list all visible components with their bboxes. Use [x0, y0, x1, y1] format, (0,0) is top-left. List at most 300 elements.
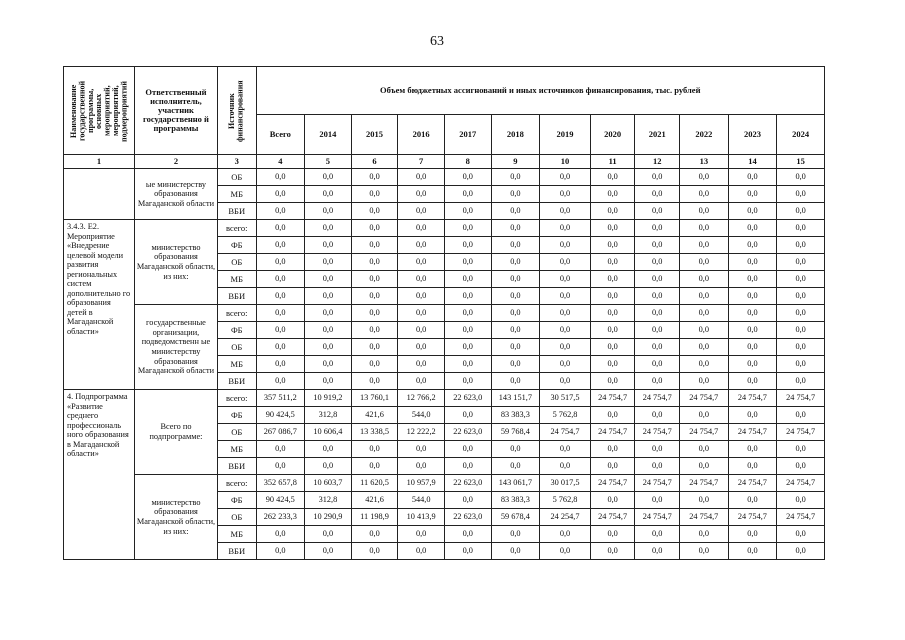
value-cell: 0,0 [491, 356, 540, 373]
header-year: 2023 [728, 115, 777, 155]
value-cell: 22 623,0 [444, 390, 491, 407]
value-cell: 0,0 [351, 271, 398, 288]
value-cell: 0,0 [540, 322, 591, 339]
value-cell: 0,0 [491, 526, 540, 543]
value-cell: 0,0 [256, 543, 305, 560]
table-row [64, 220, 825, 237]
value-cell: 0,0 [305, 203, 352, 220]
value-cell: 0,0 [590, 237, 635, 254]
value-cell: 0,0 [444, 492, 491, 509]
value-cell: 0,0 [777, 407, 825, 424]
value-cell: 0,0 [590, 322, 635, 339]
value-cell: 0,0 [491, 543, 540, 560]
value-cell: 0,0 [305, 526, 352, 543]
value-cell: 0,0 [777, 169, 825, 186]
value-cell: 0,0 [256, 458, 305, 475]
value-cell: 0,0 [635, 186, 680, 203]
header-source [218, 67, 257, 155]
value-cell: 0,0 [305, 169, 352, 186]
column-number: 4 [256, 155, 305, 169]
program-cell [64, 169, 135, 220]
value-cell: 0,0 [680, 441, 729, 458]
value-cell: 0,0 [256, 220, 305, 237]
value-cell: 0,0 [256, 254, 305, 271]
value-cell: 0,0 [590, 271, 635, 288]
value-cell: 0,0 [351, 169, 398, 186]
value-cell: 0,0 [635, 271, 680, 288]
value-cell: 83 383,3 [491, 492, 540, 509]
value-cell: 24 754,7 [728, 390, 777, 407]
value-cell: 0,0 [540, 186, 591, 203]
value-cell: 0,0 [635, 305, 680, 322]
value-cell: 0,0 [398, 288, 445, 305]
value-cell: 544,0 [398, 492, 445, 509]
value-cell: 10 603,7 [305, 475, 352, 492]
source-cell: ОБ [218, 339, 257, 356]
value-cell: 0,0 [777, 186, 825, 203]
value-cell: 5 762,8 [540, 492, 591, 509]
value-cell: 0,0 [540, 237, 591, 254]
source-cell: МБ [218, 186, 257, 203]
value-cell: 83 383,3 [491, 407, 540, 424]
value-cell: 24 754,7 [680, 509, 729, 526]
value-cell: 0,0 [540, 254, 591, 271]
value-cell: 0,0 [635, 492, 680, 509]
value-cell: 24 754,7 [777, 475, 825, 492]
value-cell: 24 754,7 [635, 509, 680, 526]
value-cell: 13 338,5 [351, 424, 398, 441]
value-cell: 0,0 [305, 458, 352, 475]
source-cell: МБ [218, 271, 257, 288]
value-cell: 10 290,9 [305, 509, 352, 526]
value-cell: 22 623,0 [444, 424, 491, 441]
value-cell: 0,0 [398, 254, 445, 271]
value-cell: 0,0 [398, 373, 445, 390]
value-cell: 30 017,5 [540, 475, 591, 492]
value-cell: 267 086,7 [256, 424, 305, 441]
source-cell: МБ [218, 526, 257, 543]
value-cell: 0,0 [398, 203, 445, 220]
value-cell: 0,0 [491, 322, 540, 339]
value-cell: 0,0 [680, 526, 729, 543]
value-cell: 0,0 [728, 339, 777, 356]
value-cell: 0,0 [728, 254, 777, 271]
value-cell: 90 424,5 [256, 407, 305, 424]
value-cell: 0,0 [444, 254, 491, 271]
value-cell: 22 623,0 [444, 475, 491, 492]
value-cell: 0,0 [680, 356, 729, 373]
value-cell: 0,0 [256, 169, 305, 186]
value-cell: 24 754,7 [728, 509, 777, 526]
value-cell: 0,0 [777, 492, 825, 509]
executor-cell: министерство образования Магаданской области, из них: [134, 220, 217, 305]
value-cell: 0,0 [256, 322, 305, 339]
source-cell: ВБИ [218, 543, 257, 560]
value-cell: 24 754,7 [635, 390, 680, 407]
value-cell: 0,0 [398, 526, 445, 543]
page-number: 63 [430, 34, 444, 49]
value-cell: 0,0 [351, 526, 398, 543]
value-cell: 24 754,7 [680, 424, 729, 441]
value-cell: 0,0 [305, 322, 352, 339]
value-cell: 24 754,7 [777, 509, 825, 526]
value-cell: 0,0 [728, 458, 777, 475]
value-cell: 0,0 [728, 373, 777, 390]
value-cell: 0,0 [590, 203, 635, 220]
executor-cell: ые министерству образования Магаданской области [134, 169, 217, 220]
value-cell: 0,0 [491, 305, 540, 322]
value-cell: 24 754,7 [680, 390, 729, 407]
value-cell: 0,0 [305, 186, 352, 203]
value-cell: 0,0 [635, 339, 680, 356]
value-cell: 0,0 [728, 271, 777, 288]
value-cell: 10 606,4 [305, 424, 352, 441]
value-cell: 421,6 [351, 407, 398, 424]
value-cell: 0,0 [351, 543, 398, 560]
value-cell: 0,0 [540, 288, 591, 305]
value-cell: 0,0 [635, 526, 680, 543]
budget-table [63, 66, 825, 560]
value-cell: 0,0 [351, 322, 398, 339]
value-cell: 262 233,3 [256, 509, 305, 526]
value-cell: 0,0 [444, 237, 491, 254]
value-cell: 24 754,7 [777, 390, 825, 407]
value-cell: 0,0 [590, 186, 635, 203]
value-cell: 0,0 [444, 169, 491, 186]
value-cell: 0,0 [777, 543, 825, 560]
value-cell: 0,0 [635, 407, 680, 424]
value-cell: 0,0 [540, 356, 591, 373]
value-cell: 0,0 [305, 339, 352, 356]
value-cell: 0,0 [491, 288, 540, 305]
value-cell: 0,0 [398, 356, 445, 373]
value-cell: 0,0 [351, 441, 398, 458]
value-cell: 0,0 [777, 322, 825, 339]
value-cell: 30 517,5 [540, 390, 591, 407]
value-cell: 0,0 [635, 288, 680, 305]
value-cell: 0,0 [590, 356, 635, 373]
source-cell: всего: [218, 475, 257, 492]
source-cell: ВБИ [218, 203, 257, 220]
executor-cell: Всего по подпрограмме: [134, 390, 217, 475]
value-cell: 0,0 [777, 305, 825, 322]
value-cell: 24 754,7 [590, 509, 635, 526]
value-cell: 0,0 [777, 339, 825, 356]
value-cell: 0,0 [777, 220, 825, 237]
source-cell: всего: [218, 305, 257, 322]
value-cell: 0,0 [491, 169, 540, 186]
column-number: 1 [64, 155, 135, 169]
value-cell: 0,0 [635, 169, 680, 186]
value-cell: 0,0 [444, 220, 491, 237]
value-cell: 0,0 [590, 441, 635, 458]
header-program-text: Наименование государственной программы, основных мероприятий, мероприятий, подмероприятий [68, 79, 128, 142]
value-cell: 0,0 [256, 339, 305, 356]
value-cell: 0,0 [256, 356, 305, 373]
value-cell: 24 754,7 [590, 424, 635, 441]
source-cell: ВБИ [218, 458, 257, 475]
value-cell: 0,0 [590, 526, 635, 543]
value-cell: 0,0 [728, 237, 777, 254]
value-cell: 0,0 [728, 322, 777, 339]
value-cell: 0,0 [635, 458, 680, 475]
value-cell: 0,0 [444, 526, 491, 543]
value-cell: 0,0 [777, 254, 825, 271]
column-number: 7 [398, 155, 445, 169]
value-cell: 0,0 [398, 271, 445, 288]
value-cell: 0,0 [256, 305, 305, 322]
value-cell: 0,0 [680, 254, 729, 271]
value-cell: 0,0 [444, 373, 491, 390]
value-cell: 0,0 [590, 543, 635, 560]
header-year: 2018 [491, 115, 540, 155]
value-cell: 24 754,7 [540, 424, 591, 441]
value-cell: 11 620,5 [351, 475, 398, 492]
value-cell: 0,0 [680, 305, 729, 322]
value-cell: 24 754,7 [777, 424, 825, 441]
value-cell: 24 754,7 [635, 475, 680, 492]
source-cell: ФБ [218, 322, 257, 339]
value-cell: 0,0 [728, 492, 777, 509]
source-cell: ФБ [218, 492, 257, 509]
value-cell: 352 657,8 [256, 475, 305, 492]
value-cell: 0,0 [444, 203, 491, 220]
source-cell: всего: [218, 390, 257, 407]
value-cell: 0,0 [444, 186, 491, 203]
source-cell: ОБ [218, 254, 257, 271]
value-cell: 0,0 [635, 356, 680, 373]
value-cell: 0,0 [444, 271, 491, 288]
value-cell: 0,0 [305, 271, 352, 288]
value-cell: 90 424,5 [256, 492, 305, 509]
value-cell: 0,0 [680, 288, 729, 305]
column-number: 9 [491, 155, 540, 169]
value-cell: 24 754,7 [590, 475, 635, 492]
value-cell: 0,0 [728, 220, 777, 237]
value-cell: 0,0 [491, 203, 540, 220]
value-cell: 0,0 [305, 441, 352, 458]
value-cell: 0,0 [728, 441, 777, 458]
value-cell: 0,0 [256, 203, 305, 220]
header-year: 2020 [590, 115, 635, 155]
value-cell: 0,0 [540, 543, 591, 560]
value-cell: 357 511,2 [256, 390, 305, 407]
value-cell: 0,0 [590, 339, 635, 356]
value-cell: 0,0 [728, 305, 777, 322]
value-cell: 24 754,7 [590, 390, 635, 407]
value-cell: 11 198,9 [351, 509, 398, 526]
header-executor: Ответственный исполнитель, участник государственно й программы [134, 67, 217, 155]
value-cell: 0,0 [444, 458, 491, 475]
value-cell: 143 151,7 [491, 390, 540, 407]
value-cell: 0,0 [680, 458, 729, 475]
value-cell: 0,0 [540, 305, 591, 322]
value-cell: 0,0 [540, 220, 591, 237]
column-number: 3 [218, 155, 257, 169]
value-cell: 0,0 [680, 169, 729, 186]
value-cell: 59 678,4 [491, 509, 540, 526]
value-cell: 0,0 [256, 271, 305, 288]
value-cell: 0,0 [590, 254, 635, 271]
value-cell: 0,0 [444, 288, 491, 305]
value-cell: 0,0 [635, 220, 680, 237]
value-cell: 0,0 [305, 288, 352, 305]
value-cell: 0,0 [540, 458, 591, 475]
column-number: 11 [590, 155, 635, 169]
value-cell: 0,0 [540, 271, 591, 288]
value-cell: 0,0 [540, 169, 591, 186]
value-cell: 10 919,2 [305, 390, 352, 407]
value-cell: 0,0 [398, 543, 445, 560]
value-cell: 544,0 [398, 407, 445, 424]
value-cell: 0,0 [491, 220, 540, 237]
value-cell: 0,0 [777, 526, 825, 543]
value-cell: 0,0 [398, 458, 445, 475]
value-cell: 0,0 [590, 220, 635, 237]
value-cell: 0,0 [444, 543, 491, 560]
header-year: Всего [256, 115, 305, 155]
value-cell: 0,0 [540, 203, 591, 220]
header-year: 2014 [305, 115, 352, 155]
value-cell: 0,0 [491, 339, 540, 356]
column-number: 6 [351, 155, 398, 169]
header-year: 2021 [635, 115, 680, 155]
value-cell: 0,0 [305, 305, 352, 322]
value-cell: 0,0 [444, 356, 491, 373]
value-cell: 0,0 [680, 203, 729, 220]
value-cell: 0,0 [635, 373, 680, 390]
value-cell: 0,0 [351, 254, 398, 271]
value-cell: 0,0 [590, 373, 635, 390]
value-cell: 0,0 [256, 441, 305, 458]
value-cell: 0,0 [680, 186, 729, 203]
value-cell: 0,0 [256, 237, 305, 254]
value-cell: 0,0 [777, 441, 825, 458]
value-cell: 143 061,7 [491, 475, 540, 492]
value-cell: 0,0 [680, 373, 729, 390]
header-year: 2015 [351, 115, 398, 155]
value-cell: 0,0 [590, 407, 635, 424]
value-cell: 0,0 [680, 271, 729, 288]
value-cell: 0,0 [351, 458, 398, 475]
value-cell: 0,0 [444, 305, 491, 322]
value-cell: 0,0 [491, 441, 540, 458]
value-cell: 0,0 [305, 356, 352, 373]
header-year: 2019 [540, 115, 591, 155]
value-cell: 10 413,9 [398, 509, 445, 526]
value-cell: 0,0 [635, 254, 680, 271]
value-cell: 0,0 [590, 305, 635, 322]
source-cell: ОБ [218, 424, 257, 441]
value-cell: 0,0 [635, 203, 680, 220]
value-cell: 0,0 [680, 407, 729, 424]
value-cell: 0,0 [777, 356, 825, 373]
value-cell: 0,0 [777, 203, 825, 220]
value-cell: 0,0 [398, 169, 445, 186]
value-cell: 0,0 [398, 322, 445, 339]
value-cell: 0,0 [351, 305, 398, 322]
value-cell: 0,0 [398, 441, 445, 458]
value-cell: 0,0 [728, 526, 777, 543]
value-cell: 0,0 [590, 492, 635, 509]
value-cell: 0,0 [680, 237, 729, 254]
value-cell: 0,0 [680, 339, 729, 356]
value-cell: 0,0 [777, 237, 825, 254]
value-cell: 0,0 [351, 373, 398, 390]
value-cell: 0,0 [540, 373, 591, 390]
value-cell: 0,0 [680, 322, 729, 339]
header-funding-title: Объем бюджетных ассигнований и иных источников финансирования, тыс. рублей [256, 67, 825, 115]
value-cell: 0,0 [680, 492, 729, 509]
table-row [64, 169, 825, 186]
value-cell: 0,0 [635, 543, 680, 560]
value-cell: 0,0 [256, 373, 305, 390]
value-cell: 0,0 [398, 237, 445, 254]
value-cell: 24 754,7 [680, 475, 729, 492]
header-program [64, 67, 135, 155]
header-year: 2016 [398, 115, 445, 155]
value-cell: 0,0 [256, 288, 305, 305]
value-cell: 0,0 [305, 543, 352, 560]
value-cell: 0,0 [398, 339, 445, 356]
header-year: 2024 [777, 115, 825, 155]
executor-cell: министерство образования Магаданской области, из них: [134, 475, 217, 560]
column-number: 14 [728, 155, 777, 169]
value-cell: 0,0 [491, 373, 540, 390]
header-year: 2022 [680, 115, 729, 155]
value-cell: 0,0 [351, 203, 398, 220]
value-cell: 0,0 [351, 220, 398, 237]
value-cell: 0,0 [256, 526, 305, 543]
value-cell: 0,0 [444, 407, 491, 424]
value-cell: 0,0 [444, 441, 491, 458]
value-cell: 0,0 [540, 339, 591, 356]
value-cell: 12 222,2 [398, 424, 445, 441]
value-cell: 0,0 [305, 220, 352, 237]
value-cell: 0,0 [305, 373, 352, 390]
value-cell: 0,0 [728, 356, 777, 373]
value-cell: 24 254,7 [540, 509, 591, 526]
value-cell: 0,0 [540, 526, 591, 543]
value-cell: 0,0 [635, 441, 680, 458]
value-cell: 0,0 [351, 288, 398, 305]
value-cell: 59 768,4 [491, 424, 540, 441]
value-cell: 0,0 [590, 458, 635, 475]
value-cell: 312,8 [305, 407, 352, 424]
table-row [64, 305, 825, 322]
value-cell: 0,0 [777, 288, 825, 305]
value-cell: 0,0 [590, 169, 635, 186]
column-number: 10 [540, 155, 591, 169]
source-cell: ОБ [218, 169, 257, 186]
value-cell: 0,0 [680, 220, 729, 237]
source-cell: всего: [218, 220, 257, 237]
value-cell: 0,0 [398, 305, 445, 322]
header-source-text: Источник финансирования [227, 79, 245, 142]
value-cell: 0,0 [398, 220, 445, 237]
source-cell: ФБ [218, 407, 257, 424]
value-cell: 24 754,7 [728, 475, 777, 492]
source-cell: ФБ [218, 237, 257, 254]
value-cell: 22 623,0 [444, 509, 491, 526]
value-cell: 0,0 [728, 169, 777, 186]
value-cell: 0,0 [256, 186, 305, 203]
source-cell: ВБИ [218, 373, 257, 390]
program-cell: 3.4.3. Е2. Мероприятие «Внедрение целевой модели развития региональных систем дополнительно го образования детей в Магаданской области» [64, 220, 135, 390]
table-row [64, 390, 825, 407]
value-cell: 0,0 [351, 339, 398, 356]
value-cell: 0,0 [351, 356, 398, 373]
